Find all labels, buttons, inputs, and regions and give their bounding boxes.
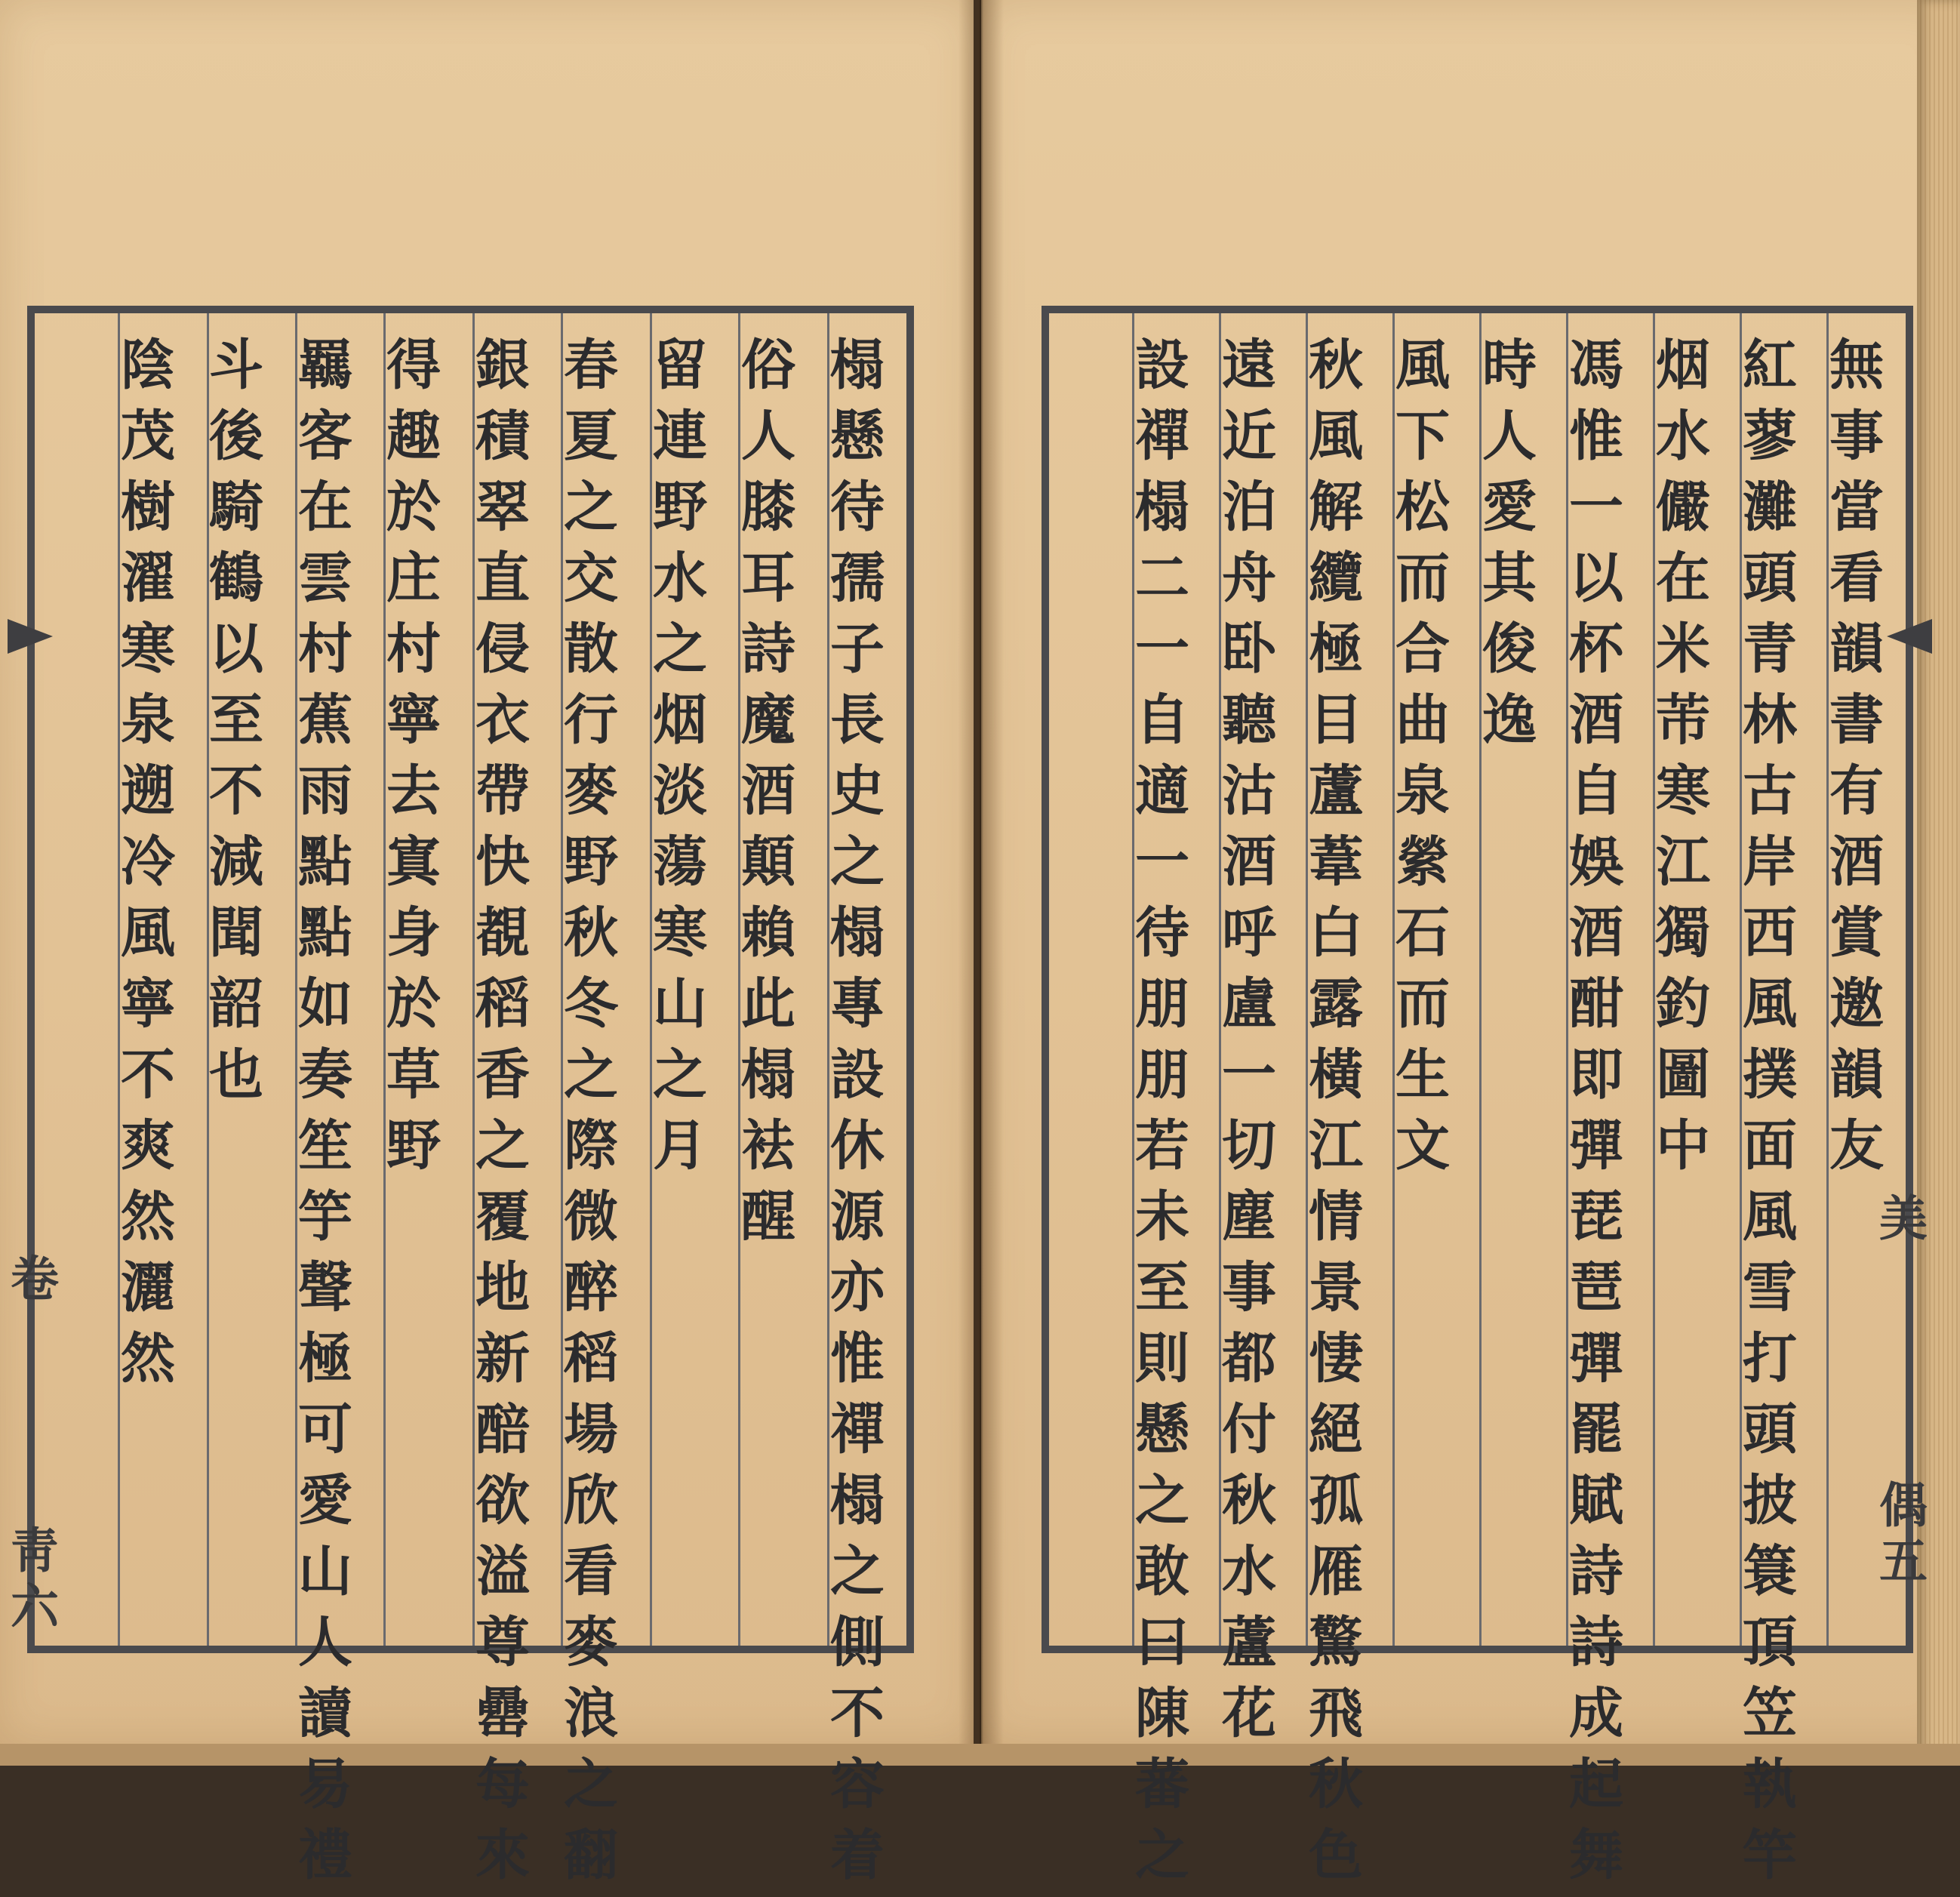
text-column: 風下松而合曲泉縈石而生文 xyxy=(1386,336,1451,1187)
text-column: 遠近泊舟卧聽沽酒呼盧一切塵事都付秋水蘆花 xyxy=(1213,336,1277,1755)
left-text-frame xyxy=(27,306,914,1897)
text-column: 秋風解纜極目蘆葦白露橫江情景悽絕孤雁驚飛秋色 xyxy=(1300,336,1364,1897)
book-gutter xyxy=(958,0,1004,1766)
text-column: 時人愛其俊逸 xyxy=(1473,336,1537,762)
text-column: 設禪榻二一自適一待朋朋若未至則懸之敢曰陳蕃之 xyxy=(1126,336,1190,1897)
text-column: 無事當看韻書有酒賞邀韻友 xyxy=(1820,336,1885,1187)
text-column: 得趣於庄村寧去寘身於草野 xyxy=(377,336,442,1187)
text-column: 羈客在雲村蕉雨點點如奏笙竽聲極可愛山人讀易禮 xyxy=(289,336,353,1897)
text-column: 銀積翠直侵衣帶快覩稻香之覆地新醅欲溢尊罍每來 xyxy=(466,336,531,1897)
text-column: 春夏之交散行麥野秋冬之際微醉稻場欣看麥浪之翻 xyxy=(555,336,619,1897)
text-column: 俗人膝耳詩魔酒顛賴此榻袪醒 xyxy=(732,336,796,1258)
text-column: 斗後騎鶴以至不減聞韶也 xyxy=(200,336,264,1116)
text-column: 留連野水之烟淡蕩寒山之月 xyxy=(644,336,708,1187)
text-column: 榻懸待孺子長史之榻專設休源亦惟禪榻之側不容着 xyxy=(821,336,885,1897)
text-column: 烟水儼在米芾寒江獨釣圖中 xyxy=(1647,336,1711,1187)
right-text-frame xyxy=(1042,306,1913,1897)
margin-text: 偶五 xyxy=(1871,1480,1928,1591)
text-column: 陰茂樹濯寒泉遡冷風寧不爽然灑然 xyxy=(112,336,176,1400)
text-column: 馮惟一以杯酒自娛酒酣即彈琵琶彈罷賦詩詩成起舞 xyxy=(1560,336,1624,1897)
margin-text: 卷 xyxy=(2,1253,59,1309)
margin-text: 靑六 xyxy=(2,1525,59,1637)
margin-text: 美 xyxy=(1871,1193,1928,1249)
text-column: 紅蓼灘頭青林古岸西風撲面風雪打頭披簑頂笠執竿 xyxy=(1734,336,1798,1897)
